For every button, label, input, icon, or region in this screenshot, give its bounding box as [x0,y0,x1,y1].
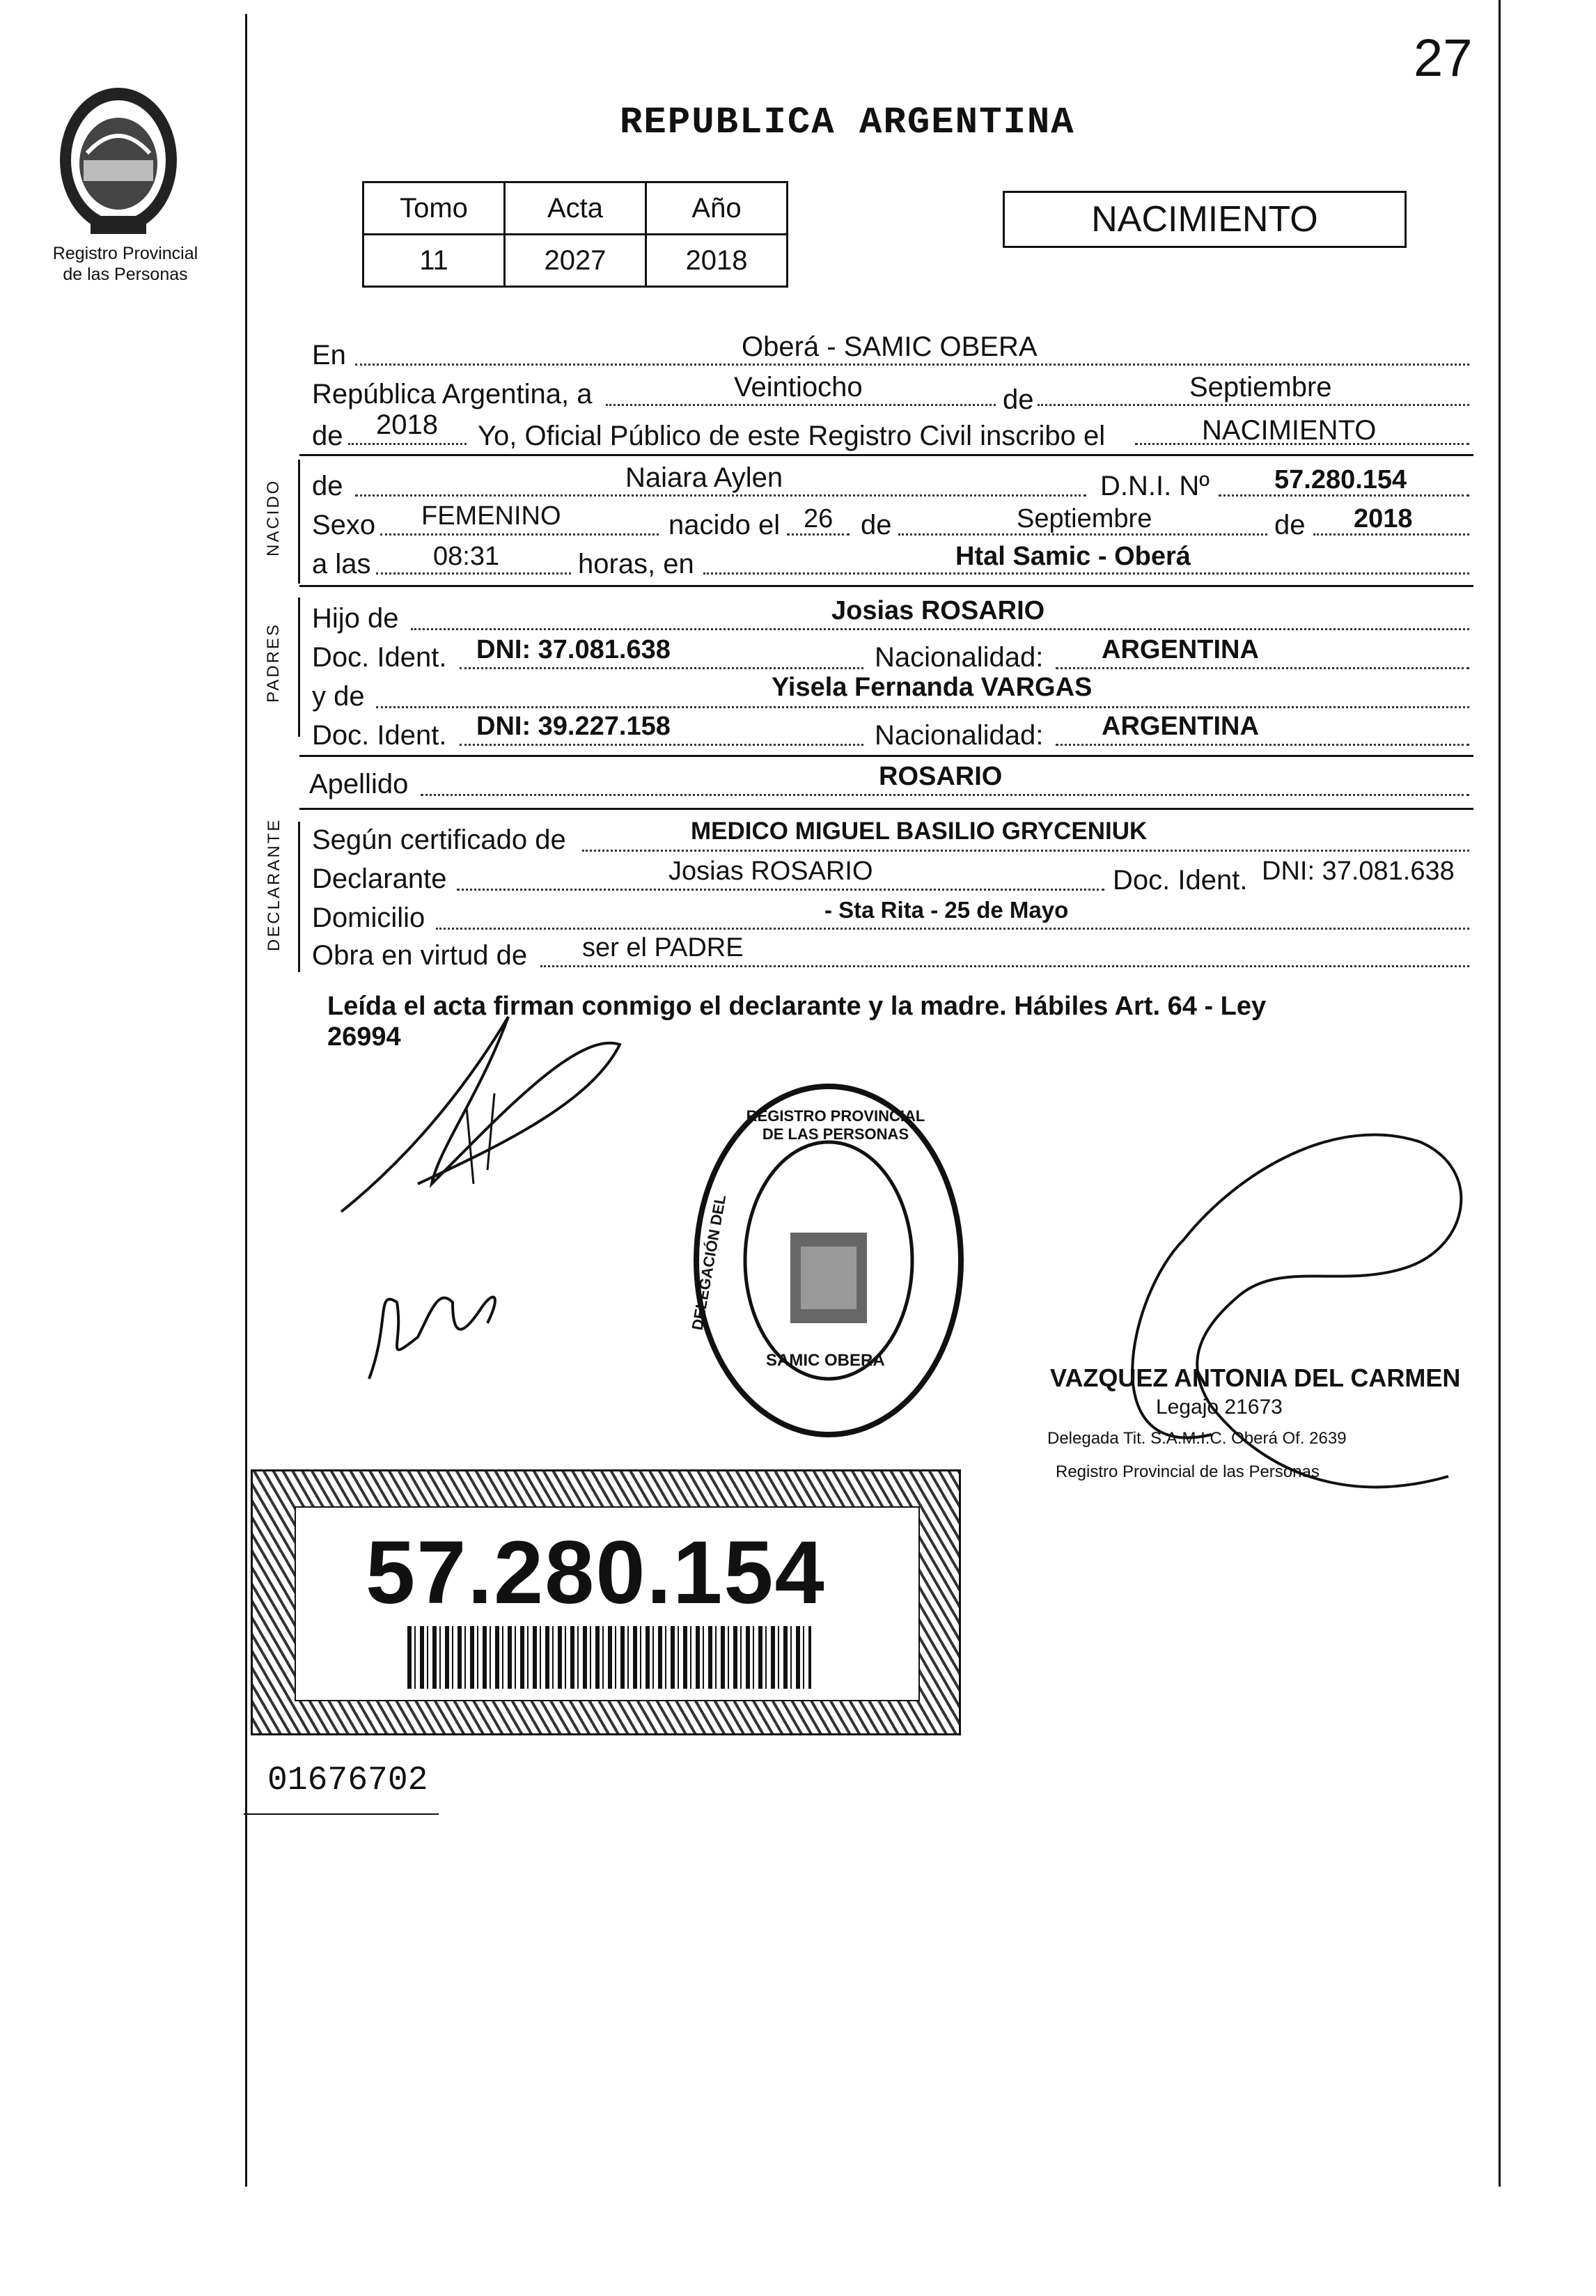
place-value: Oberá - SAMIC OBERA [742,331,1038,362]
a-las-label: a las [312,549,371,579]
birth-place: Htal Samic - Oberá [955,542,1191,571]
closing-text-line-1: Leída el acta firman conmigo el declarante y la madre. Hábiles Art. 64 - Ley [327,992,1267,1021]
document-type-box [1003,191,1407,248]
ano-header: Año [646,182,788,235]
obra-value: ser el PADRE [582,933,744,962]
apellido-dotted-line [421,794,1469,796]
acta-header: Acta [505,182,646,235]
birth-year: 2018 [1354,504,1413,533]
declarante-bracket [298,822,300,972]
father-doc-label: Doc. Ident. [312,642,447,673]
father-dotted-line [411,628,1469,630]
birth-de-label-2: de [1274,510,1306,540]
section-divider-1 [299,454,1473,456]
declarante-label: Declarante [312,864,447,894]
serial-underline [244,1813,439,1815]
mother-name: Yisela Fernanda VARGAS [772,673,1093,702]
logo-caption-1: Registro Provincial [52,244,198,263]
declarante-value: Josias ROSARIO [668,857,873,886]
year-dotted-line [348,443,467,445]
certificado-value: MEDICO MIGUEL BASILIO GRYCENIUK [691,818,1148,845]
birth-month: Septiembre [1017,504,1152,533]
father-nationality-dotted-line [1056,667,1469,669]
act-value: NACIMIENTO [1202,415,1377,446]
child-name: Naiara Aylen [625,462,783,493]
certificado-label: Según certificado de [312,825,566,855]
year-value: 2018 [376,409,438,440]
section-divider-4 [299,808,1473,810]
en-label: En [312,340,346,370]
stamp-ring-text: REGISTRO PROVINCIAL DE LAS PERSONAS [746,1107,925,1143]
en-dotted-line [355,364,1469,366]
apellido-label: Apellido [309,769,409,799]
section-divider-2 [299,585,1473,587]
page-number: 27 [1414,29,1473,88]
oficial-statement: Yo, Oficial Público de este Registro Civil inscribo el [478,421,1106,451]
declarante-doc-label: Doc. Ident. [1113,865,1248,896]
section-divider-3 [299,755,1473,757]
document-type-label: NACIMIENTO [1091,199,1318,240]
officer-registry: Registro Provincial de las Personas [1056,1462,1320,1481]
father-doc: DNI: 37.081.638 [476,635,671,664]
mother-signature [348,1260,515,1400]
birth-time: 08:31 [433,542,500,571]
declarante-dotted-line [457,889,1104,891]
declarant-signature [327,1003,648,1247]
horas-en-label: horas, en [578,549,694,579]
registry-logo [49,77,188,244]
mother-doc: DNI: 39.227.158 [476,712,671,741]
right-margin-line [1499,0,1501,2187]
dni-label: D.N.I. Nº [1100,471,1210,501]
day-value: Veintiocho [734,372,863,403]
time-dotted-line [376,572,571,575]
barcode-label [251,1469,961,1735]
registry-table [362,181,788,288]
birth-place-dotted-line [703,572,1469,575]
domicilio-value: - Sta Rita - 25 de Mayo [824,897,1069,923]
acta-value: 2027 [505,235,646,287]
obra-label: Obra en virtud de [312,940,528,971]
mother-nationality: ARGENTINA [1102,712,1259,741]
officer-title: Delegada Tit. S.A.M.I.C. Oberá Of. 2639 [1047,1429,1347,1448]
document-title: REPUBLICA ARGENTINA [620,102,1075,144]
registry-table-header-row [363,182,788,235]
father-doc-dotted-line [460,667,863,669]
officer-legajo: Legajo 21673 [1156,1396,1283,1419]
apellido-value: ROSARIO [879,762,1003,791]
birth-day: 26 [804,504,834,533]
father-nationality: ARGENTINA [1102,635,1259,664]
year-de-label: de [312,421,343,451]
serial-number: 01676702 [267,1762,428,1799]
hijo-de-label: Hijo de [312,603,399,634]
name-dotted-line [355,494,1086,497]
mother-dotted-line [376,706,1469,708]
y-de-label: y de [312,681,365,712]
registry-table-value-row [363,235,788,287]
logo-caption-2: de las Personas [63,265,188,284]
sexo-dotted-line [380,533,659,536]
certificado-dotted-line [582,850,1469,852]
sexo-label: Sexo [312,510,376,540]
barcode-number: 57.280.154 [366,1523,826,1623]
month-value: Septiembre [1189,372,1332,403]
closing-text-line-2: 26994 [327,1022,401,1052]
day-dotted-line [606,404,996,406]
barcode-label-inner [295,1506,920,1701]
nacido-de-label: de [312,471,343,501]
father-nationality-label: Nacionalidad: [875,642,1044,673]
ano-value: 2018 [646,235,788,287]
domicilio-dotted-line [436,928,1469,930]
declarante-doc: DNI: 37.081.638 [1262,857,1455,886]
officer-signature [919,1086,1490,1560]
month-de-label: de [1003,384,1034,415]
month-dotted-line [1038,404,1469,406]
barcode-bars [407,1626,811,1689]
officer-name: VAZQUEZ ANTONIA DEL CARMEN [1050,1364,1461,1392]
padres-section-label: PADRES [264,623,283,703]
domicilio-label: Domicilio [312,903,425,933]
tomo-header: Tomo [363,182,505,235]
provincial-seal-icon [49,77,188,244]
sexo-value: FEMENINO [421,501,561,531]
padres-bracket [298,598,300,737]
mother-doc-dotted-line [460,744,863,746]
father-name: Josias ROSARIO [831,596,1045,625]
stamp-inner-text: SAMIC OBERA [766,1351,885,1370]
nacido-bracket [298,460,300,584]
republica-label: República Argentina, a [312,379,593,409]
stamp-left-text: DELEGACIÓN DEL [688,1193,730,1331]
nacido-section-label: NACIDO [264,478,283,556]
declarante-section-label: DECLARANTE [265,818,283,951]
obra-dotted-line [540,965,1469,967]
mother-doc-label: Doc. Ident. [312,720,447,751]
child-dni: 57.280.154 [1274,465,1407,494]
mother-nationality-label: Nacionalidad: [875,720,1044,751]
nacido-el-label: nacido el [668,510,781,540]
mother-nationality-dotted-line [1056,744,1469,746]
birth-de-label: de [861,510,892,540]
tomo-value: 11 [363,235,505,287]
left-margin-line [245,14,247,2187]
